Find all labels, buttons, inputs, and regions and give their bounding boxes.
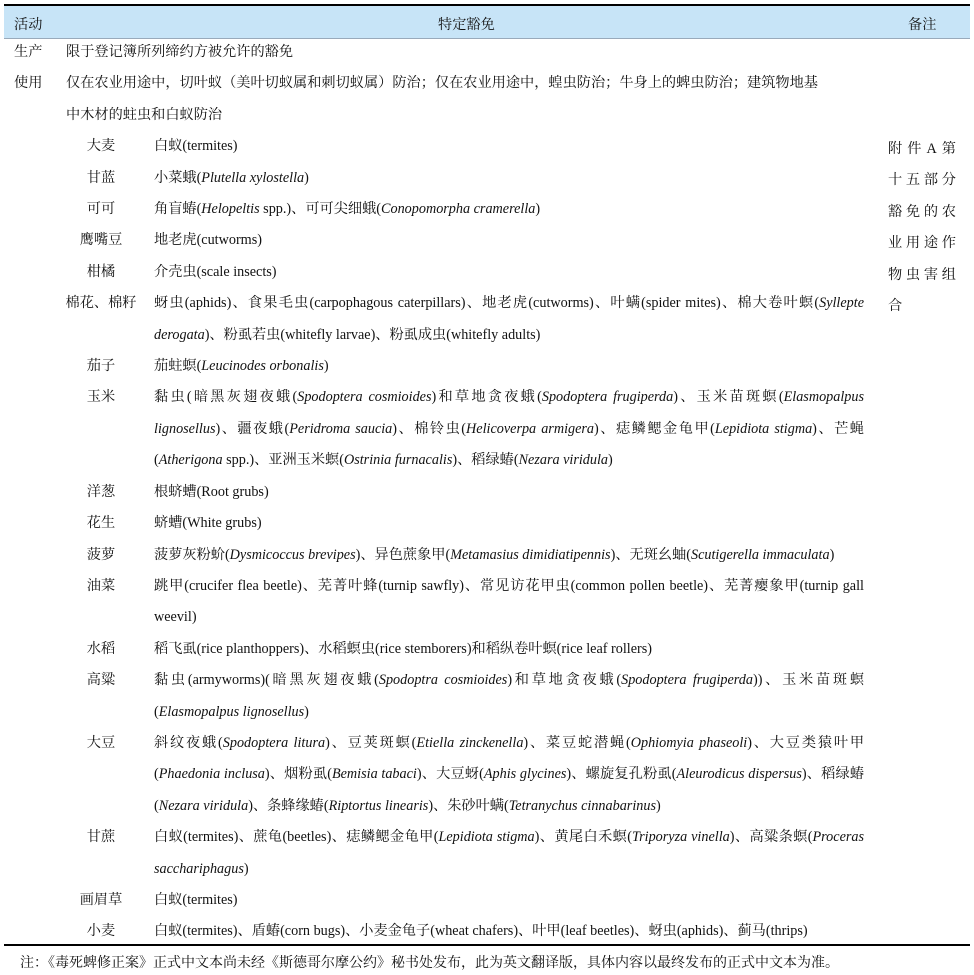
- crop-row: [4, 540, 970, 571]
- pest-text: )、螺旋复孔粉虱(: [566, 766, 677, 783]
- pest-text: spp.)、亚洲玉米螟(: [222, 452, 344, 469]
- crop-row: [4, 194, 970, 225]
- crop-pests: [154, 257, 864, 288]
- species-name: Ophiomyia phaseoli: [630, 734, 748, 751]
- species-name: Lepidiota stigma: [438, 829, 535, 846]
- species-name: Spodoptera litura: [222, 734, 326, 751]
- crop-pests: [154, 131, 864, 162]
- species-name: Tetranychus cinnabarinus: [508, 797, 656, 814]
- pest-text: 黏虫(暗黑灰翅夜蛾(: [154, 389, 298, 406]
- crop-name: 甘蓝: [86, 169, 116, 186]
- pest-text: ): [304, 703, 309, 720]
- crop-name: 茄子: [86, 358, 116, 375]
- crop-list: [4, 131, 970, 948]
- crop-row: [4, 351, 970, 382]
- species-name: Ostrinia furnacalis: [343, 452, 453, 469]
- pest-text: )和草地贪夜蛾(: [507, 672, 622, 689]
- crop-row: [4, 477, 970, 508]
- crop-name: 可可: [86, 201, 116, 218]
- pest-text: ): [535, 201, 541, 218]
- crop-name: 画眉草: [79, 891, 123, 908]
- header-remark: 备注: [908, 17, 937, 33]
- crop-name: 柑橘: [86, 263, 116, 280]
- table-bottom-rule: [4, 944, 970, 946]
- pest-text: ): [655, 797, 661, 814]
- crop-row: [4, 571, 970, 634]
- pest-text: 地老虎(cutworms): [154, 232, 262, 249]
- species-name: Elasmopalpus lignosellus: [158, 703, 305, 720]
- species-name: Spodoptera frugiperda: [621, 672, 753, 689]
- species-name: Elasmopalpus lignosellus: [154, 389, 865, 437]
- crop-pests: [154, 477, 864, 508]
- species-name: Aleurodicus dispersus: [676, 766, 802, 783]
- crop-pests: [154, 508, 864, 539]
- crop-row: [4, 163, 970, 194]
- species-name: Helicoverpa armigera: [466, 420, 595, 437]
- crop-name: 花生: [86, 515, 116, 532]
- species-name: Metamasius dimidiatipennis: [450, 546, 611, 563]
- pest-text: )、菜豆蛇潜蝇(: [523, 734, 631, 751]
- pest-text: 斜纹夜蛾(: [154, 734, 223, 751]
- pest-text: )、芒蝇(: [154, 420, 864, 469]
- species-name: Riptortus linearis: [328, 797, 429, 814]
- production-text: 限于登记簿所列缔约方被允许的豁免: [66, 44, 294, 60]
- species-name: Syllepte derogata: [154, 295, 864, 343]
- pest-text: )、稻绿蝽(: [154, 766, 865, 814]
- crop-name: 菠萝: [86, 546, 116, 563]
- crop-pests: [154, 382, 864, 476]
- pest-text: )、棉铃虫(: [392, 420, 467, 437]
- crop-name: 棉花、棉籽: [65, 295, 137, 312]
- species-name: Plutella xylostella: [201, 169, 305, 186]
- crop-name: 鹰嘴豆: [79, 232, 123, 249]
- crop-pests: [154, 288, 864, 351]
- pest-text: )、粉虱若虫(whitefly larvae)、粉虱成虫(whitefly adults): [204, 326, 541, 343]
- table-header: [4, 6, 970, 39]
- species-name: Aphis glycines: [483, 766, 567, 783]
- pest-text: )、大豆蚜(: [416, 766, 484, 783]
- crop-pests: [154, 634, 864, 665]
- species-name: Lepidiota stigma: [714, 420, 813, 437]
- pest-text: 跳甲(crucifer flea beetle)、芜菁叶蜂(turnip sawfly)、常见访花甲虫(common pollen beetle)、芜菁瘿象甲(turnip gall weevil): [154, 577, 864, 626]
- crop-pests: [154, 665, 864, 728]
- pest-text: 茄蛀螟(: [154, 358, 202, 375]
- crop-pests: [154, 540, 864, 571]
- pest-text: )、黄尾白禾螟(: [534, 829, 632, 846]
- pest-text: 白蚁(termites)、盾蝽(corn bugs)、小麦金龟子(wheat chafers)、叶甲(leaf beetles)、蚜虫(aphids)、蓟马(thrips): [154, 923, 808, 940]
- pest-text: 稻飞虱(rice planthoppers)、水稻螟虫(rice stemborers)和稻纵卷叶螟(rice leaf rollers): [154, 640, 652, 657]
- crop-row: [4, 885, 970, 916]
- activity-label: 使用: [14, 75, 43, 92]
- remark-text: 附件A第十五部分豁免的农业用途作物虫害组合: [888, 141, 958, 315]
- species-name: Phaedonia inclusa: [158, 766, 265, 783]
- pest-text: 黏虫(armyworms)(暗黑灰翅夜蛾(: [154, 672, 379, 689]
- species-name: Spodoptra cosmioides: [378, 672, 508, 689]
- pest-text: )、高粱条螟(: [729, 829, 813, 846]
- pest-text: 白蚁(termites): [154, 138, 238, 155]
- production-row: [4, 37, 970, 68]
- crop-pests: [154, 885, 864, 916]
- crop-row: [4, 225, 970, 256]
- pest-text: spp.)、可可尖细蛾(: [259, 201, 382, 218]
- crop-row: [4, 665, 970, 728]
- species-name: Spodoptera cosmioides: [297, 389, 432, 406]
- crop-row: [4, 728, 970, 822]
- crop-pests: [154, 571, 864, 634]
- pest-text: )、大豆类猿叶甲(: [154, 734, 865, 783]
- crop-row: [4, 382, 970, 476]
- crop-row: [4, 508, 970, 539]
- species-name: Conopomorpha cramerella: [381, 201, 536, 218]
- header-activity: 活动: [14, 17, 43, 33]
- crop-name: 油菜: [86, 577, 116, 594]
- species-name: Helopeltis: [201, 201, 260, 218]
- pest-text: )和草地贪夜蛾(: [431, 389, 542, 406]
- crop-row: [4, 131, 970, 162]
- crop-row: [4, 822, 970, 885]
- crop-name: 大豆: [86, 734, 116, 751]
- species-name: Spodoptera frugiperda: [541, 389, 674, 406]
- pest-text: 白蚁(termites)、蔗龟(beetles)、痣鳞鳃金龟甲(: [154, 829, 439, 846]
- pest-text: 小菜蛾(: [154, 169, 202, 186]
- pest-text: )、条蜂缘蝽(: [248, 797, 329, 814]
- use-text-line: 中木材的蛀虫和白蚁防治: [66, 106, 223, 123]
- crop-pests: [154, 822, 864, 885]
- crop-row: [4, 288, 970, 351]
- pest-text: 角盲蝽(: [154, 201, 202, 218]
- crop-pests: [154, 351, 864, 382]
- pest-text: 根蛴螬(Root grubs): [154, 483, 269, 500]
- footnote: 注：《毒死蜱修正案》正式中文本尚未经《斯德哥尔摩公约》秘书处发布，此为英文翻译版，具体内容以最终发布的正式中文本为准。: [20, 956, 839, 971]
- crop-row: [4, 257, 970, 288]
- pest-text: 蚜虫(aphids)、食果毛虫(carpophagous caterpillars)、地老虎(cutworms)、叶螨(spider mites)、棉大卷叶螟(: [154, 295, 820, 312]
- crop-name: 甘蔗: [86, 829, 116, 846]
- pest-text: )、痣鳞鳃金龟甲(: [594, 420, 715, 437]
- pest-text: )、疆夜蛾(: [215, 420, 290, 437]
- pest-text: 白蚁(termites): [154, 891, 238, 908]
- pest-text: )、朱砂叶螨(: [428, 797, 509, 814]
- pest-text: )、玉米苗斑螟(: [673, 389, 784, 406]
- use-row: [4, 68, 970, 131]
- species-name: Bemisia tabaci: [331, 766, 417, 783]
- crop-pests: [154, 163, 864, 194]
- species-name: Atherigona: [158, 452, 223, 469]
- species-name: Etiella zinckenella: [416, 734, 524, 751]
- species-name: Triporyza vinella: [632, 829, 730, 846]
- species-name: Nezara viridula: [158, 797, 249, 814]
- use-text: [66, 68, 866, 131]
- species-name: Leucinodes orbonalis: [201, 358, 324, 375]
- pest-text: ): [243, 860, 249, 877]
- crop-name: 水稻: [86, 640, 116, 657]
- table-body: [4, 37, 970, 948]
- pest-text: 菠萝灰粉蚧(: [154, 546, 230, 563]
- pest-text: )、无斑幺蚰(: [610, 546, 691, 563]
- pest-text: ): [323, 358, 329, 375]
- crop-pests: [154, 225, 864, 256]
- species-name: Proceras sacchariphagus: [154, 829, 865, 877]
- activity-label: 生产: [14, 44, 43, 60]
- crop-name: 大麦: [86, 138, 116, 155]
- species-name: Peridroma saucia: [289, 420, 393, 437]
- species-name: Nezara viridula: [518, 452, 609, 469]
- pest-text: )、豆荚斑螟(: [325, 734, 417, 751]
- crop-pests: [154, 728, 864, 822]
- pest-text: )、稻绿蝽(: [452, 452, 519, 469]
- header-exemption: 特定豁免: [438, 17, 495, 33]
- species-name: Dysmicoccus brevipes: [229, 546, 356, 563]
- pest-text: ): [304, 169, 309, 186]
- pest-text: 蛴螬(White grubs): [154, 515, 262, 532]
- crop-name: 玉米: [86, 389, 116, 406]
- pest-text: )、烟粉虱(: [264, 766, 332, 783]
- crop-name: 小麦: [86, 923, 116, 940]
- crop-row: [4, 634, 970, 665]
- pest-text: )、异色蔗象甲(: [355, 546, 451, 563]
- crop-name: 高粱: [86, 672, 116, 689]
- use-text-line: 仅在农业用途中，切叶蚁（美叶切蚁属和刺切蚁属）防治；仅在农业用途中，蝗虫防治；牛身上的蜱虫防治；建筑物地基: [66, 75, 818, 92]
- species-name: Scutigerella immaculata: [690, 546, 830, 563]
- pest-text: ): [608, 452, 613, 469]
- pest-text: ): [829, 546, 835, 563]
- pest-text: ))、玉米苗斑螟(: [154, 672, 865, 720]
- crop-name: 洋葱: [86, 483, 116, 500]
- crop-pests: [154, 194, 864, 225]
- pest-text: 介壳虫(scale insects): [154, 263, 277, 280]
